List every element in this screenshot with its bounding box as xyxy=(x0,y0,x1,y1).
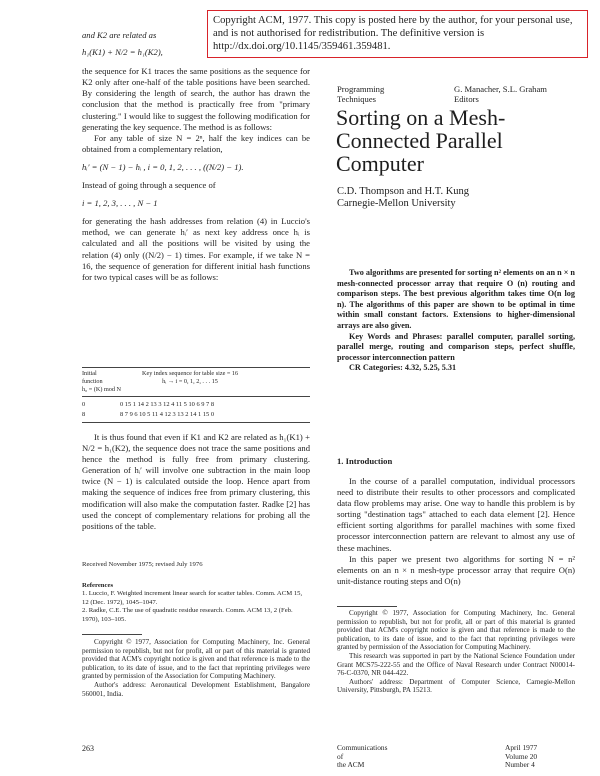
copyright-notice-text: Copyright ACM, 1977. This copy is posted here by the author, for your personal use, and is not authorised for redistribution. The definitive version is http://dx.doi.org/10.1145/359461.359481. xyxy=(213,15,573,53)
section-label-1: Programming xyxy=(337,84,385,94)
categories-text: CR Categories: 4.32, 5.25, 5.31 xyxy=(349,363,457,373)
table-head-left xyxy=(82,370,124,394)
hash-table-rows xyxy=(82,400,310,419)
references-title: References xyxy=(82,582,114,589)
issue-number: Number 4 xyxy=(505,760,535,770)
page-number: 263 xyxy=(82,744,94,753)
intro-paragraph-2: In this paper we present two algorithms for sorting N = n² elements on an n × n mesh-type processor array that require O(n) unit-distance routing steps and O(n) xyxy=(337,553,575,586)
address-text: Authors' address: Department of Computer Science, Carnegie-Mellon University, Pittsburgh, PA 15213. xyxy=(337,677,575,695)
intro-heading: 1. Introduction xyxy=(337,456,393,466)
support-text: This research was supported in part by the National Science Foundation under Grant MCS75-222-55 and the Office of Naval Research under Contract N00014-76-C-0370, NR 044-422. xyxy=(337,651,575,678)
table-row-init: 0 xyxy=(82,401,86,408)
editors-names: G. Manacher, S.L. Graham xyxy=(454,84,547,94)
abstract xyxy=(337,268,575,374)
table-head-right-1: Key index sequence for table size = 16 xyxy=(142,370,239,377)
intro-body xyxy=(337,476,575,587)
left-column xyxy=(82,30,310,283)
paragraph-4: for generating the hash addresses from relation (4) in Luccio's method, we can generate hᵢ′ as next key address once hᵢ is calculated and all the positions will be visited by using the relation (4) only ((N/2) − 1) times. For example, if we take N = 16, the sequence of generation for different initial hash functions for two typical cases will be as follows: xyxy=(82,216,310,282)
affiliation-line: Carnegie-Mellon University xyxy=(337,198,456,209)
left-copyright xyxy=(82,638,310,698)
table-row-init: 8 xyxy=(82,410,86,418)
editors-label xyxy=(454,84,547,104)
right-copyright-text: Copyright © 1977, Association for Computing Machinery, Inc. General permission to republish, but not for profit, all or part of this material is granted provided that ACM's copyright notice is given and that reference is made to the publication, to its date of issue, and to the fact that reprinting privileges were granted by permission of the Association for Computing Machinery. xyxy=(337,609,575,652)
paragraph-1: the sequence for K1 traces the same positions as the sequence for K2 only after one-half of the table positions have been searched. By considering the length of search, the author has drawn the conclusion that the method is practically free from "primary clustering." I would like to suggest the following modification for generating the key sequence. The method is as follows: xyxy=(82,66,310,132)
journal-line-2: of xyxy=(337,751,344,761)
journal-line-3: the ACM xyxy=(337,760,365,770)
table-row xyxy=(82,400,310,410)
paper-authors xyxy=(337,186,469,210)
paragraph-5: It is thus found that even if K1 and K2 are related as h₁(K1) + N/2 = h₁(K2), the sequence does not trace the same positions and hence the method is fully free from primary clustering. Generation of hᵢ′ will involve one subtraction in the main loop twice (N − 1) is calculated outside the loop. Hence apart from making the sequence of indices free from primary clustering, this modification will also make the computation faster. Radke [2] has used the concept of complementary relations for probing all the positions of the table. xyxy=(82,432,310,531)
table-row-sequence: 0 15 1 14 2 13 3 12 4 11 5 10 6 9 7 8 xyxy=(120,401,215,408)
table-top-rule xyxy=(82,367,310,368)
equation-1: h₁(K1) + N/2 = h₁(K2), xyxy=(82,47,163,58)
paragraph-2: For any table of size N = 2ⁿ, half the key indices can be obtained from a complementary relation, xyxy=(82,132,310,154)
left-author-address: Author's address: Aeronautical Development Establishment, Bangalore 560001, India. xyxy=(82,680,310,698)
left-copyright-text: Copyright © 1977, Association for Computing Machinery, Inc. General permission to republish, but not for profit, all or part of this material is granted provided that ACM's copyright notice is given and that reference is made to the publication, to its date of issue, and to the fact that reprinting privileges were granted by permission of the Association for Computing Machinery. xyxy=(82,638,310,681)
received-date: Received November 1975; revised July 1976 xyxy=(82,561,203,568)
table-row-sequence: 8 7 9 6 10 5 11 4 12 3 13 2 14 1 15 0 xyxy=(120,410,215,418)
reference-item: 1. Luccio, F. Weighted increment linear search for scatter tables. Comm. ACM 15, 12 (Dec. 1972), 1045–1047. xyxy=(82,590,303,606)
table-head-right xyxy=(124,370,241,394)
left-column-lower xyxy=(82,432,310,532)
issue-date: April 1977 xyxy=(505,743,538,752)
references xyxy=(82,582,310,624)
equation-3: i = 1, 2, 3, . . . , N − 1 xyxy=(82,198,158,209)
issue-info xyxy=(505,744,537,770)
table-head-rule xyxy=(82,396,310,397)
keywords-text: Key Words and Phrases: parallel computer, parallel sorting, parallel merge, routing and comparison steps, perfect shuffle, processor interconnection pattern xyxy=(337,331,575,362)
table-head-left-2: function xyxy=(82,378,103,385)
reference-item: 2. Radke, C.E. The use of quadratic residue research. Comm. ACM 13, 2 (Feb. 1970), 103–105. xyxy=(82,607,293,623)
table-row xyxy=(82,410,310,420)
title-line-2: Connected Parallel xyxy=(336,128,503,153)
section-label-2: Techniques xyxy=(337,94,377,104)
footnote-rule-left xyxy=(82,634,142,635)
equation-2: hᵢ′ = (N − 1) − hᵢ , i = 0, 1, 2, . . . , ((N/2) − 1). xyxy=(82,161,244,172)
title-line-1: Sorting on a Mesh- xyxy=(336,105,506,130)
paragraph-3: Instead of going through a sequence of xyxy=(82,180,216,191)
authors-line: C.D. Thompson and H.T. Kung xyxy=(337,186,470,197)
abstract-text: Two algorithms are presented for sorting n² elements on an n × n mesh-connected processor array that require O (n) routing and comparison steps. The best previous algorithm takes time O(n log n). The algorithms of this paper are shown to be optimal in time within small constant factors. Extensions to higher-dimensional arrays are also given. xyxy=(337,268,575,330)
journal-line-1: Communications xyxy=(337,743,388,752)
intro-line: and K2 are related as xyxy=(82,30,157,40)
table-head-left-1: Initial xyxy=(82,370,97,377)
intro-paragraph-1: In the course of a parallel computation, individual processors need to distribute their results to other processors and complicated data flow problems may arise. One way to handle this problem is by sorting "destination tags" attached to each data element [2]. Hence efficient sorting algorithms for parallel machines with some fixed processor interconnection pattern are relevant to almost any use of these machines. xyxy=(337,476,575,553)
footnote-rule-right xyxy=(337,606,397,607)
paper-title xyxy=(336,106,505,175)
journal-name xyxy=(337,744,388,770)
table-bottom-rule xyxy=(82,422,310,423)
right-footnotes xyxy=(337,609,575,695)
issue-volume: Volume 20 xyxy=(505,751,538,761)
table-head-right-2: hᵢ → i = 0, 1, 2, . . . 15 xyxy=(162,378,218,385)
table-head-left-3: h₀ = (K) mod N xyxy=(82,386,121,393)
section-label xyxy=(337,84,384,104)
hash-sequence-table xyxy=(82,370,310,394)
title-line-3: Computer xyxy=(336,151,424,176)
editors-role: Editors xyxy=(454,94,479,104)
